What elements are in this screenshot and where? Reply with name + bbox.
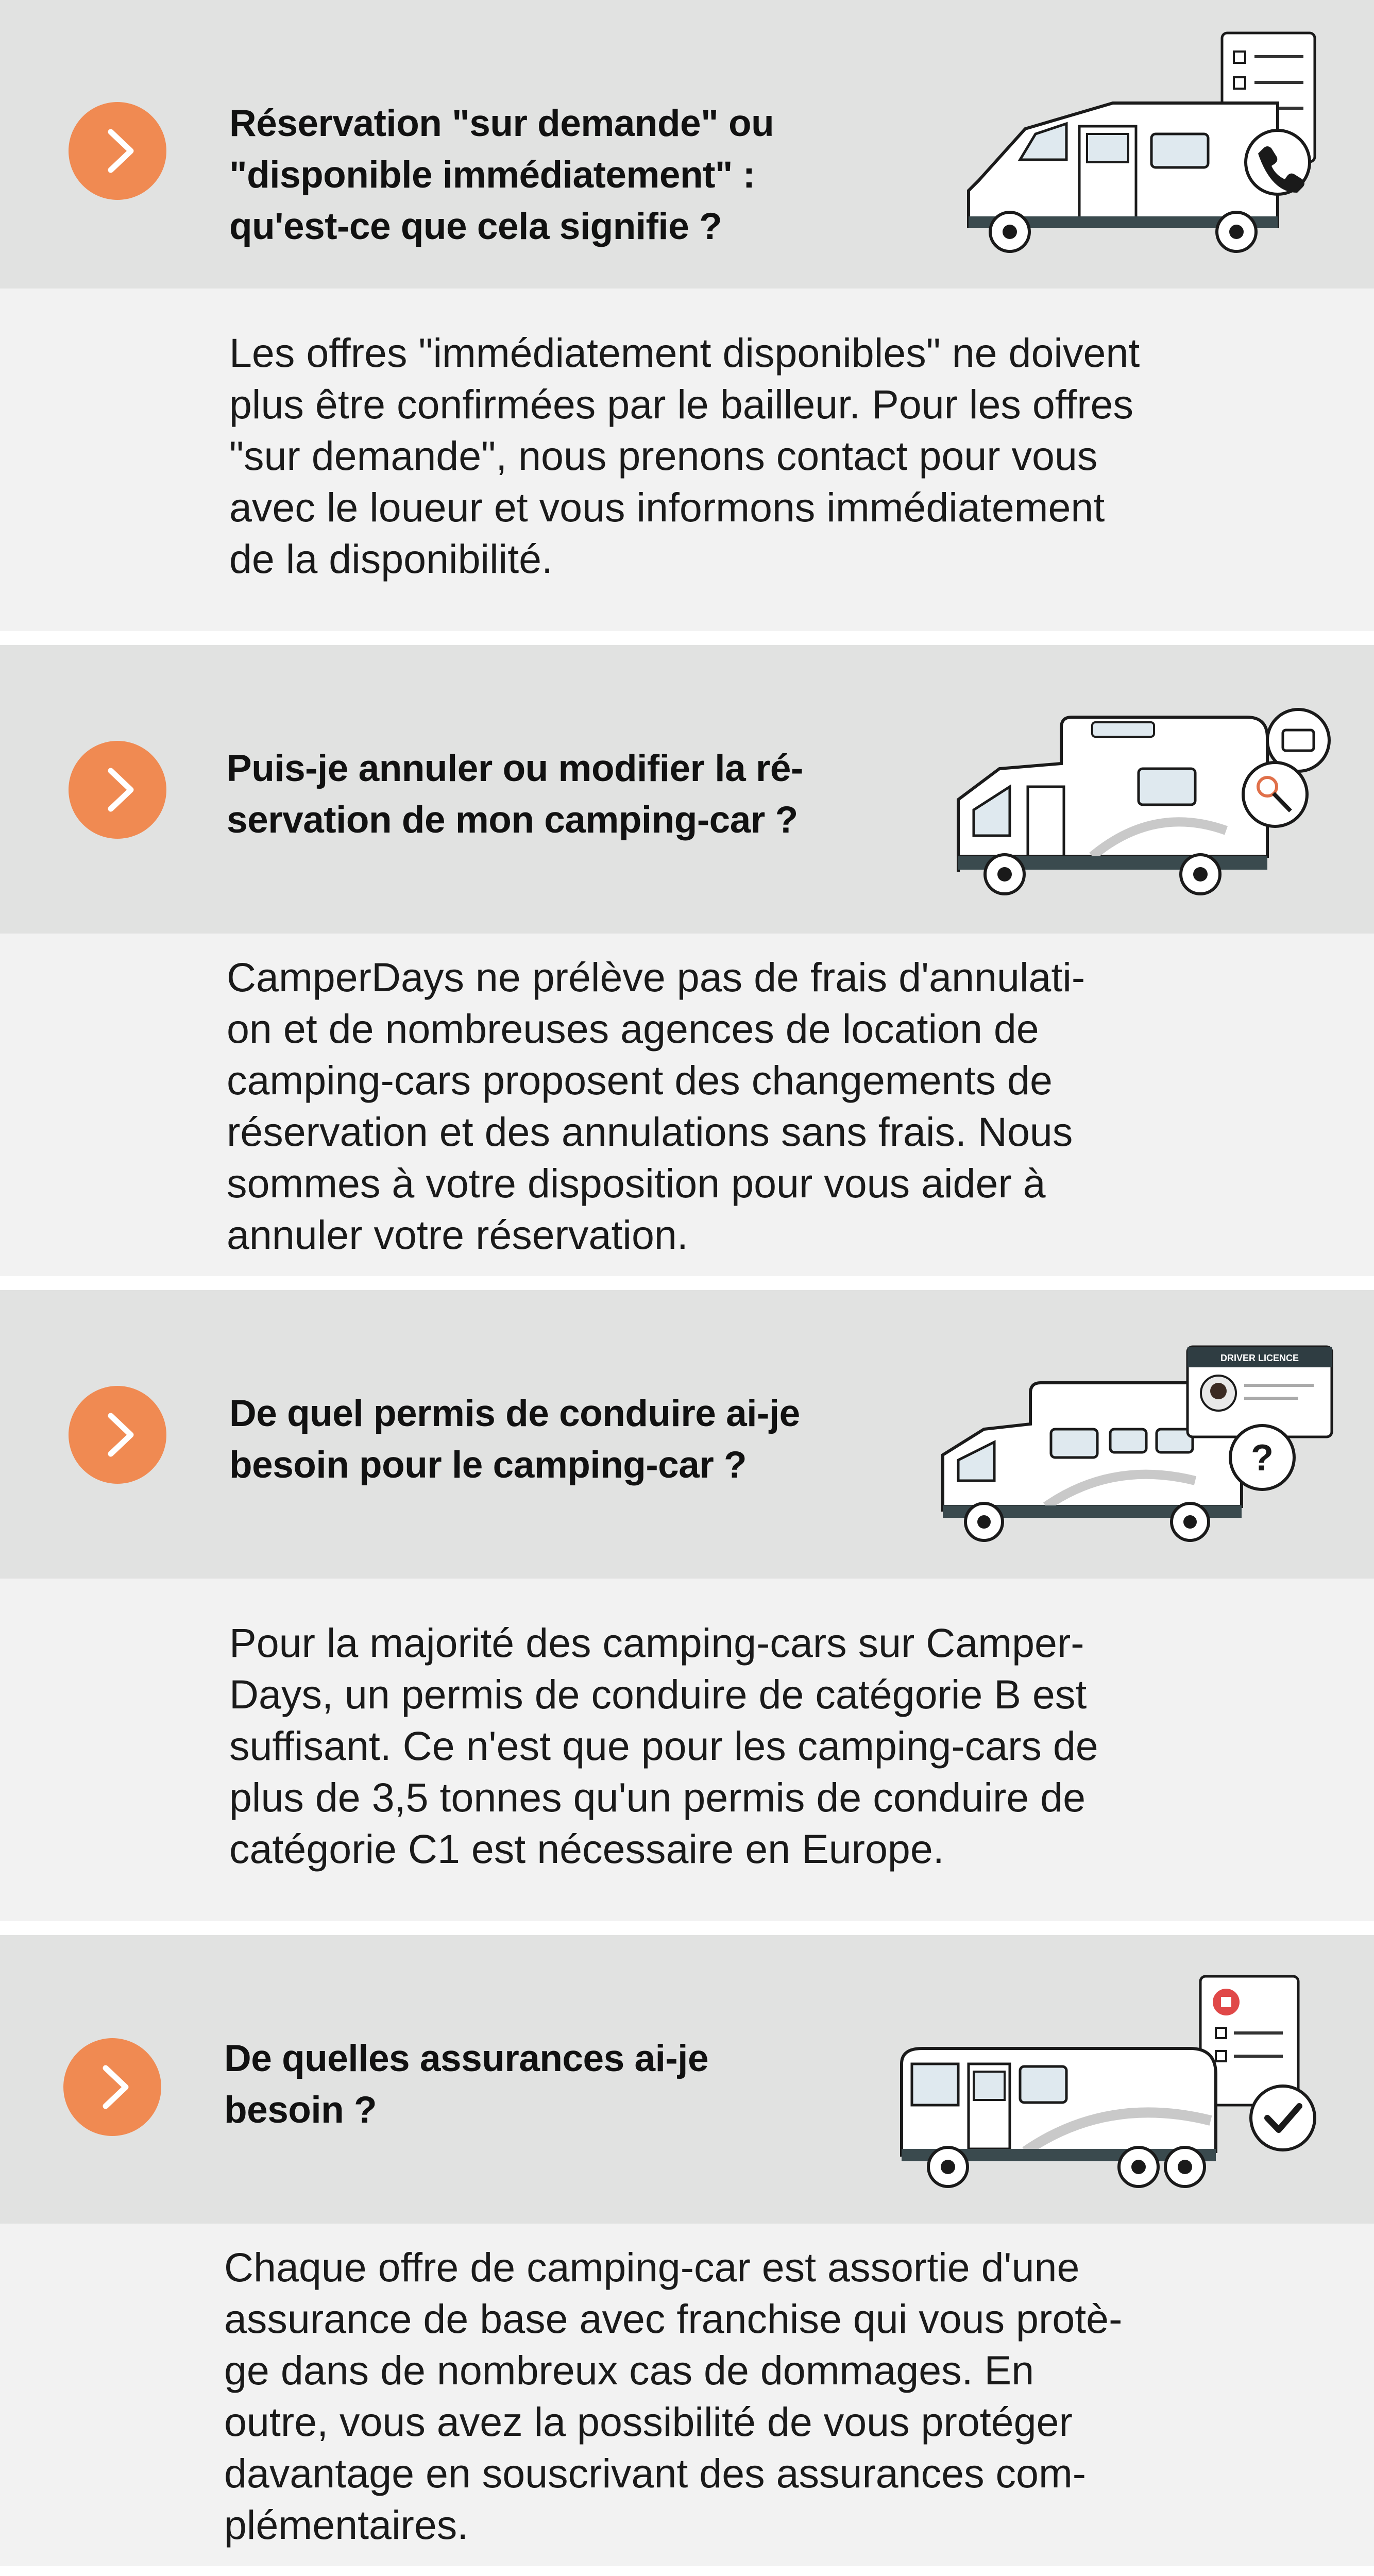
faq-answer-panel (0, 934, 1374, 1276)
camper-licence-illustration (927, 1342, 1345, 1558)
chevron-right-icon[interactable] (63, 2038, 161, 2136)
chevron-right-icon[interactable] (69, 741, 166, 839)
faq-answer-panel (0, 1579, 1374, 1921)
camper-insurance-illustration (891, 1971, 1345, 2198)
faq-question-text: De quel permis de conduire ai-je besoin pour le camping-car ? (229, 1393, 800, 1486)
faq-question-row[interactable] (0, 645, 1374, 934)
faq-answer-text: Pour la majorité des camping-cars sur Camper- Days, un permis de conduire de catégorie B est suffisant. Ce n'est que pour les camping-cars de plus de 3,5 tonnes qu'un permis de conduire de catégorie C1 est nécessaire en Europe. (229, 1620, 1098, 1872)
faq-answer-panel (0, 289, 1374, 631)
chevron-right-icon[interactable] (69, 1386, 166, 1484)
faq-answer-text: CamperDays ne prélève pas de frais d'annulati- on et de nombreuses agences de location de camping-cars proposent des changements de réservation et des annulations sans frais. Nous sommes à votre disposition pour vous aider à annuler votre réservation. (227, 954, 1085, 1258)
faq-question-row[interactable] (0, 0, 1374, 289)
faq-question-text: Réservation "sur demande" ou "disponible immédiatement" : qu'est-ce que cela signifie ? (229, 103, 774, 247)
faq-answer-text: Les offres "immédiatement disponibles" ne doivent plus être confirmées par le bailleur. Pour les offres "sur demande", nous prenons contact pour vous avec le loueur et vous informons immédiatement de la disponibilité. (229, 330, 1140, 582)
svg-text:?: ? (1251, 1437, 1274, 1479)
camper-van-illustration (948, 26, 1339, 263)
faq-question-row[interactable] (0, 1290, 1374, 1579)
chevron-right-icon[interactable] (69, 102, 166, 200)
faq-answer-panel (0, 2224, 1374, 2566)
faq-item (0, 1290, 1374, 1921)
faq-question-row[interactable] (0, 1935, 1374, 2224)
faq-item (0, 645, 1374, 1276)
faq-item (0, 0, 1374, 631)
faq-answer-text: Chaque offre de camping-car est assortie d'une assurance de base avec franchise qui vous protè- ge dans de nombreux cas de dommages. En outre, vous avez la possibilité de vous protéger davantage en souscrivant des assurances com- plémentaires. (224, 2244, 1123, 2548)
camper-keys-illustration (938, 702, 1339, 913)
faq-item (0, 1935, 1374, 2566)
licence-card-title: DRIVER LICENCE (1220, 1353, 1299, 1363)
faq-question-text: De quelles assurances ai-je besoin ? (224, 2038, 709, 2131)
faq-question-text: Puis-je annuler ou modifier la ré- servation de mon camping-car ? (227, 748, 803, 841)
